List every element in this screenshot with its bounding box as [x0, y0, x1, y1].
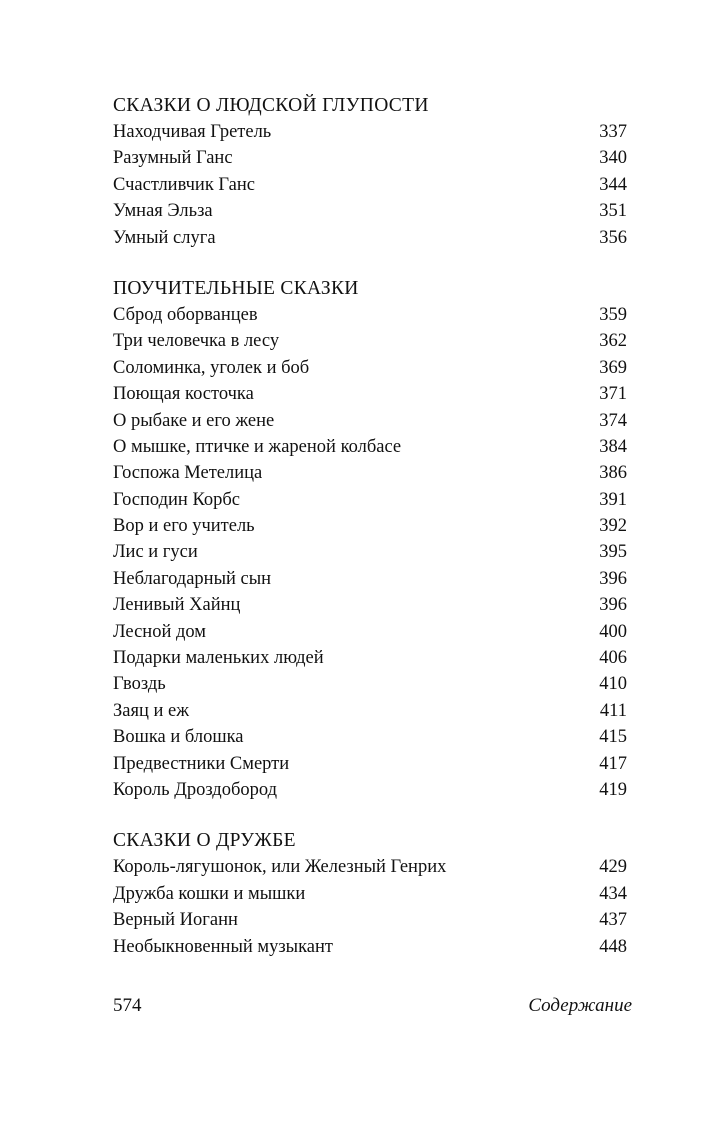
entry-page-number: 340: [599, 148, 627, 169]
toc-entry[interactable]: [113, 434, 627, 460]
entry-title: Поющая косточка: [113, 384, 254, 405]
entry-page-number: 396: [599, 595, 627, 616]
entry-page-number: 415: [599, 727, 627, 748]
table-of-contents: [113, 93, 627, 985]
entry-title: Ленивый Хайнц: [113, 595, 241, 616]
toc-entry[interactable]: [113, 225, 627, 251]
entry-title: Соломинка, уголек и боб: [113, 357, 310, 378]
entry-title: Верный Иоганн: [113, 910, 238, 931]
entry-title: Лесной дом: [113, 621, 206, 642]
section-title: ПОУЧИТЕЛЬНЫЕ СКАЗКИ: [113, 277, 359, 299]
toc-entry[interactable]: [113, 302, 627, 328]
toc-entry[interactable]: [113, 381, 627, 407]
entry-title: Госпожа Метелица: [113, 463, 263, 484]
entry-title: Находчивая Гретель: [113, 122, 272, 142]
entry-page-number: 400: [599, 621, 627, 642]
entry-page-number: 437: [599, 910, 627, 931]
entry-page-number: 337: [599, 122, 627, 142]
toc-entry[interactable]: [113, 671, 627, 697]
toc-entry[interactable]: [113, 751, 627, 777]
toc-entry[interactable]: [113, 881, 627, 907]
toc-entry[interactable]: [113, 355, 627, 381]
section-title: СКАЗКИ О ДРУЖБЕ: [113, 830, 296, 852]
entry-title: Лис и гуси: [113, 542, 198, 563]
toc-entry[interactable]: [113, 724, 627, 750]
toc-entry[interactable]: [113, 198, 627, 224]
entry-page-number: 386: [599, 463, 627, 484]
entry-title: Заяц и еж: [113, 700, 190, 721]
running-head: Содержание: [528, 995, 632, 1016]
section-title: СКАЗКИ О ЛЮДСКОЙ ГЛУПОСТИ: [113, 95, 429, 116]
entry-page-number: 448: [599, 936, 627, 957]
entry-page-number: 396: [599, 568, 627, 589]
entry-page-number: 392: [599, 516, 627, 537]
entry-page-number: 410: [599, 674, 627, 695]
toc-entry[interactable]: [113, 907, 627, 933]
entry-page-number: 411: [599, 700, 627, 721]
entry-list: [113, 854, 627, 960]
entry-title: Вошка и блошка: [113, 727, 244, 748]
toc-section: [113, 276, 627, 803]
entry-page-number: 359: [599, 304, 627, 325]
toc-section: [113, 93, 627, 251]
entry-page-number: 344: [599, 174, 627, 195]
entry-title: Король-лягушонок, или Железный Генрих: [113, 857, 447, 878]
toc-entry[interactable]: [113, 934, 627, 960]
toc-entry[interactable]: [113, 645, 627, 671]
entry-title: Разумный Ганс: [113, 148, 233, 169]
entry-title: Предвестники Смерти: [113, 753, 290, 774]
entry-page-number: 351: [599, 201, 627, 222]
toc-entry[interactable]: [113, 119, 627, 145]
toc-entry[interactable]: [113, 408, 627, 434]
toc-entry[interactable]: [113, 619, 627, 645]
toc-entry[interactable]: [113, 172, 627, 198]
toc-entry[interactable]: [113, 777, 627, 803]
toc-entry[interactable]: [113, 592, 627, 618]
toc-entry[interactable]: [113, 854, 627, 880]
page-number: 574: [113, 995, 142, 1016]
toc-entry[interactable]: [113, 539, 627, 565]
entry-title: Три человечка в лесу: [113, 331, 280, 352]
entry-title: О мышке, птичке и жареной колбасе: [113, 436, 402, 457]
entry-title: Гвоздь: [113, 674, 166, 695]
entry-list: [113, 119, 627, 251]
entry-page-number: 417: [599, 753, 627, 774]
entry-page-number: 406: [599, 648, 627, 669]
entry-title: Господин Корбс: [113, 489, 240, 510]
toc-entry[interactable]: [113, 328, 627, 354]
entry-title: Подарки маленьких людей: [113, 648, 324, 669]
toc-entry[interactable]: [113, 145, 627, 171]
entry-page-number: 384: [599, 436, 627, 457]
toc-entry[interactable]: [113, 513, 627, 539]
entry-title: Необыкновенный музыкант: [113, 936, 333, 957]
entry-page-number: 395: [599, 542, 627, 563]
entry-page-number: 356: [599, 227, 627, 248]
entry-title: Король Дроздобород: [113, 779, 278, 800]
entry-page-number: 374: [599, 410, 627, 431]
entry-title: Сброд оборванцев: [113, 304, 258, 325]
entry-page-number: 429: [599, 857, 627, 878]
entry-page-number: 419: [599, 779, 627, 800]
entry-list: [113, 302, 627, 803]
entry-title: Умная Эльза: [113, 201, 213, 222]
entry-title: Дружба кошки и мышки: [113, 883, 306, 904]
entry-page-number: 369: [599, 357, 627, 378]
entry-page-number: 434: [599, 883, 627, 904]
toc-entry[interactable]: [113, 566, 627, 592]
entry-title: О рыбаке и его жене: [113, 410, 275, 431]
toc-section: [113, 828, 627, 960]
toc-entry[interactable]: [113, 487, 627, 513]
entry-page-number: 391: [599, 489, 627, 510]
entry-title: Вор и его учитель: [113, 516, 255, 537]
entry-page-number: 362: [599, 331, 627, 352]
entry-page-number: 371: [599, 384, 627, 405]
toc-entry[interactable]: [113, 460, 627, 486]
toc-entry[interactable]: [113, 698, 627, 724]
entry-title: Счастливчик Ганс: [113, 174, 255, 195]
entry-title: Неблагодарный сын: [113, 568, 272, 589]
entry-title: Умный слуга: [113, 227, 216, 248]
